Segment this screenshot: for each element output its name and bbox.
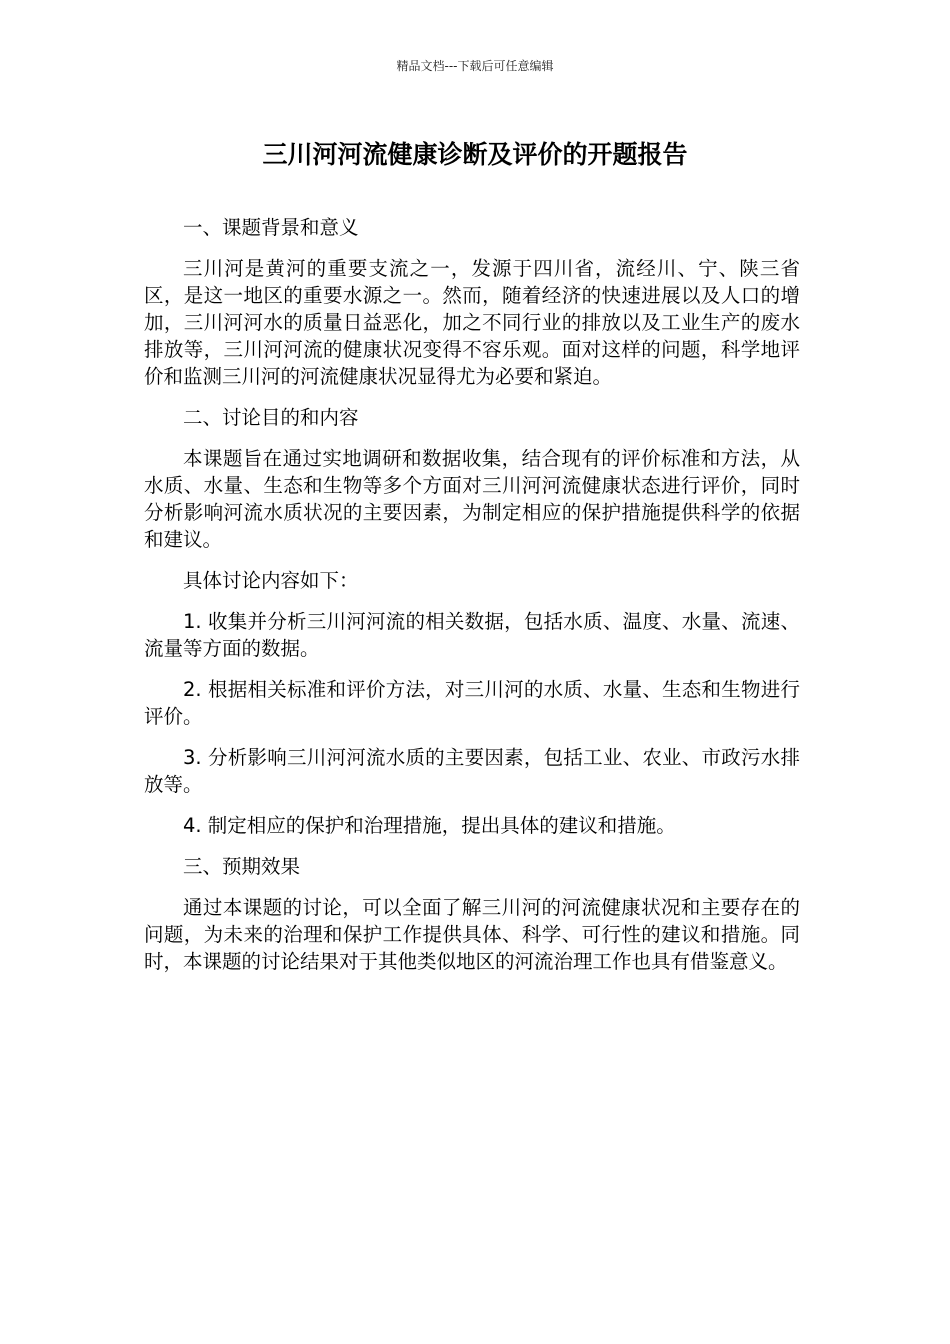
section-heading-background: 一、课题背景和意义 [183,216,359,239]
document-title: 三川河河流健康诊断及评价的开题报告 [262,140,688,169]
paragraph-purpose: 本课题旨在通过实地调研和数据收集，结合现有的评价标准和方法，从水质、水量、生态和生物等多个方面对三川河河流健康状态进行评价，同时分析影响河流水质状况的主要因素，为制定相应的保护措施提供科学的依据和建议。 [144,447,800,551]
section-heading-expected-results: 三、预期效果 [183,855,301,878]
content-intro: 具体讨论内容如下： [183,569,359,592]
page-header-note: 精品文档---下载后可任意编辑 [396,59,554,73]
paragraph-expected-results: 通过本课题的讨论，可以全面了解三川河的河流健康状况和主要存在的问题，为未来的治理和保护工作提供具体、科学、可行性的建议和措施。同时，本课题的讨论结果对于其他类似地区的河流治理工作也具有借鉴意义。 [144,896,800,973]
list-item-4: 4. 制定相应的保护和治理措施，提出具体的建议和措施。 [183,814,676,837]
list-item-2: 2. 根据相关标准和评价方法，对三川河的水质、水量、生态和生物进行评价。 [144,678,800,728]
section-heading-purpose: 二、讨论目的和内容 [183,406,359,429]
list-item-3: 3. 分析影响三川河河流水质的主要因素，包括工业、农业、市政污水排放等。 [144,746,800,796]
paragraph-background: 三川河是黄河的重要支流之一，发源于四川省，流经川、宁、陕三省区，是这一地区的重要水源之一。然而，随着经济的快速进展以及人口的增加，三川河河水的质量日益恶化，加之不同行业的排放以及工业生产的废水排放等，三川河河流的健康状况变得不容乐观。面对这样的问题，科学地评价和监测三川河的河流健康状况显得尤为必要和紧迫。 [144,257,800,388]
document-body [144,214,800,989]
list-item-1: 1. 收集并分析三川河河流的相关数据，包括水质、温度、水量、流速、流量等方面的数据。 [144,610,800,660]
